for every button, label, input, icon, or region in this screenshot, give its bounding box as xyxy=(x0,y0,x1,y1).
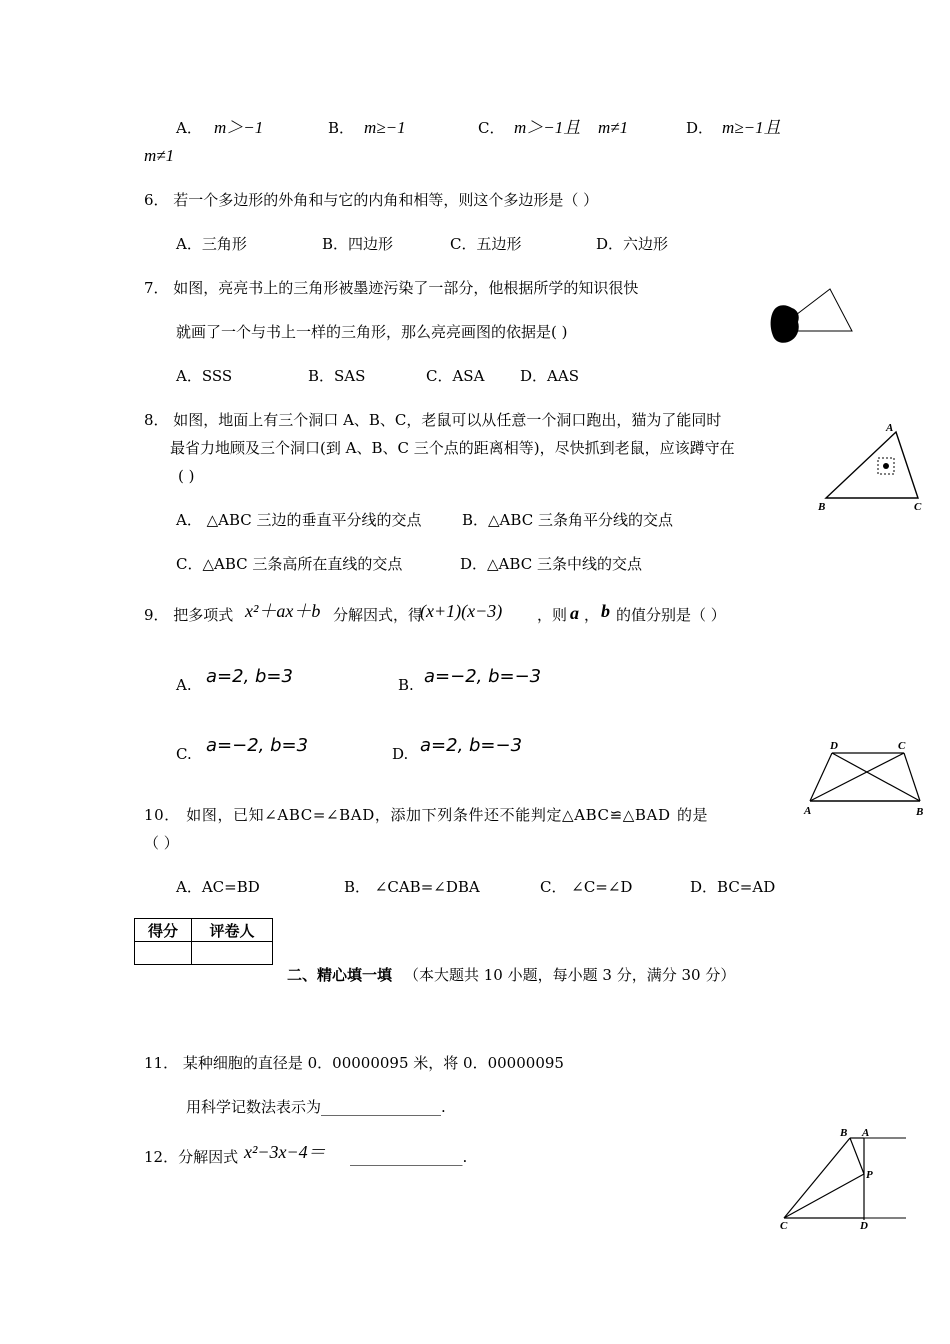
q8-stem-line2: 最省力地顾及三个洞口(到 A、B、C 三个点的距离相等)，尽快抓到老鼠，应该蹲守在 xyxy=(170,439,735,457)
q8-option-b: B．△ABC 三条角平分线的交点 xyxy=(462,511,673,529)
q12-label-p: P xyxy=(866,1169,873,1181)
q9-stem-pre: 9． 把多项式 xyxy=(144,606,234,624)
q9-separator: ， xyxy=(584,606,600,624)
q8-stem-line1: 8． 如图，地面上有三个洞口 A、B、C，老鼠可以从任意一个洞口跑出，猫为了能同时 xyxy=(144,411,722,429)
q7-option-d: D．AAS xyxy=(520,367,579,385)
q11-stem-line2: 用科学记数法表示为________________. xyxy=(186,1098,446,1116)
section2-title: 二、精心填一填 xyxy=(287,966,393,984)
q12-label-b: B xyxy=(840,1127,848,1139)
q7-option-c: C．ASA xyxy=(426,367,485,385)
q10-label-d: D xyxy=(830,740,838,752)
q12-label-a: A xyxy=(862,1127,870,1139)
q9-stem-post1: ，则 xyxy=(537,606,568,624)
q9-option-b-label: B. xyxy=(398,676,414,694)
q10-option-a: A．AC=BD xyxy=(176,878,260,896)
q7-stem-line2: 就画了一个与书上一样的三角形，那么亮亮画图的依据是( ) xyxy=(176,323,568,341)
q9-option-d-value: a=2, b=−3 xyxy=(420,735,523,756)
q12-answer-blank[interactable]: _______________. xyxy=(350,1148,468,1166)
q10-option-d: D．BC=AD xyxy=(690,878,776,896)
score-cell[interactable] xyxy=(135,942,192,965)
q8-triangle xyxy=(826,432,918,498)
q5-option-d-math: m≥−1且 xyxy=(722,118,781,137)
grader-header: 评卷人 xyxy=(192,919,273,942)
q6-option-c: C．五边形 xyxy=(450,235,522,253)
q12-label-c: C xyxy=(780,1220,788,1232)
q12-expression: x²−3x−4＝ xyxy=(244,1142,326,1162)
q5-option-b-label: B． xyxy=(328,119,355,137)
q11-stem-line1: 11． 某种细胞的直径是 0．00000095 米，将 0．00000095 xyxy=(144,1054,564,1072)
q10-option-c: C． ∠C=∠D xyxy=(540,878,633,896)
q5-option-a-math: m＞−1 xyxy=(214,118,264,137)
q9-factors: (x+1)(x−3) xyxy=(420,601,503,621)
q10-stem-line2: （ ） xyxy=(144,834,179,852)
q9-stem-post2: 的值分别是（ ） xyxy=(616,606,726,624)
q5-option-b-math: m≥−1 xyxy=(364,118,406,137)
q7-option-a: A．SSS xyxy=(176,367,233,385)
mouse-dot xyxy=(883,463,889,469)
section2-note: （本大题共 10 小题，每小题 3 分，满分 30 分） xyxy=(404,966,736,984)
q8-option-c: C．△ABC 三条高所在直线的交点 xyxy=(176,555,403,573)
q7-stem-line1: 7． 如图，亮亮书上的三角形被墨迹污染了一部分，他根据所学的知识很快 xyxy=(144,279,639,297)
score-box xyxy=(134,918,273,965)
q10-label-c: C xyxy=(898,740,906,752)
q9-option-a-label: A. xyxy=(176,676,192,694)
q7-inked-triangle-figure xyxy=(764,286,856,348)
grader-cell[interactable] xyxy=(192,942,273,965)
q5-option-c-math2: m≠1 xyxy=(598,118,629,137)
q5-option-c-label: C． xyxy=(478,119,505,137)
q12-label-d: D xyxy=(860,1220,868,1232)
q5-option-d-wrap: m≠1 xyxy=(144,146,175,165)
q12-stem-pre: 12．分解因式 xyxy=(144,1148,239,1166)
q10-label-b: B xyxy=(916,806,924,818)
q9-option-d-label: D. xyxy=(392,745,409,763)
q9-var-a: a xyxy=(570,603,579,623)
q9-polynomial: x²＋ax＋b xyxy=(245,601,321,621)
q9-option-c-value: a=−2, b=3 xyxy=(206,735,309,756)
q8-triangle-figure xyxy=(814,422,930,514)
q5-option-c-math: m＞−1且 xyxy=(514,118,581,137)
q10-stem-line1: 10． 如图，已知∠ABC=∠BAD，添加下列条件还不能判定△ABC≌△BAD 的是 xyxy=(144,806,709,824)
q10-label-a: A xyxy=(804,805,812,817)
q6-option-d: D．六边形 xyxy=(596,235,669,253)
q5-option-a-label: A． xyxy=(176,119,202,137)
ink-blot xyxy=(771,305,799,343)
q6-option-b: B．四边形 xyxy=(322,235,394,253)
q8-stem-line3: ( ) xyxy=(178,467,195,485)
q7-option-b: B．SAS xyxy=(308,367,366,385)
q6-option-a: A．三角形 xyxy=(176,235,247,253)
q8-option-d: D．△ABC 三条中线的交点 xyxy=(460,555,642,573)
q9-stem-mid: 分解因式，得 xyxy=(333,606,424,624)
q9-option-b-value: a=−2, b=−3 xyxy=(424,666,542,687)
q8-label-a: A xyxy=(886,422,894,434)
q8-option-a: A． △ABC 三边的垂直平分线的交点 xyxy=(176,511,422,529)
q9-option-a-value: a=2, b=3 xyxy=(206,666,293,687)
q8-label-b: B xyxy=(818,501,826,513)
q10-option-b: B． ∠CAB=∠DBA xyxy=(344,878,480,896)
q8-label-c: C xyxy=(914,501,922,513)
score-header: 得分 xyxy=(135,919,192,942)
q9-option-c-label: C. xyxy=(176,745,192,763)
q5-option-d-label: D． xyxy=(686,119,714,137)
q6-stem: 6． 若一个多边形的外角和与它的内角和相等，则这个多边形是（ ） xyxy=(144,191,599,209)
q9-var-b: b xyxy=(601,601,610,621)
q12-figure xyxy=(776,1126,910,1234)
q10-figure xyxy=(802,738,930,820)
